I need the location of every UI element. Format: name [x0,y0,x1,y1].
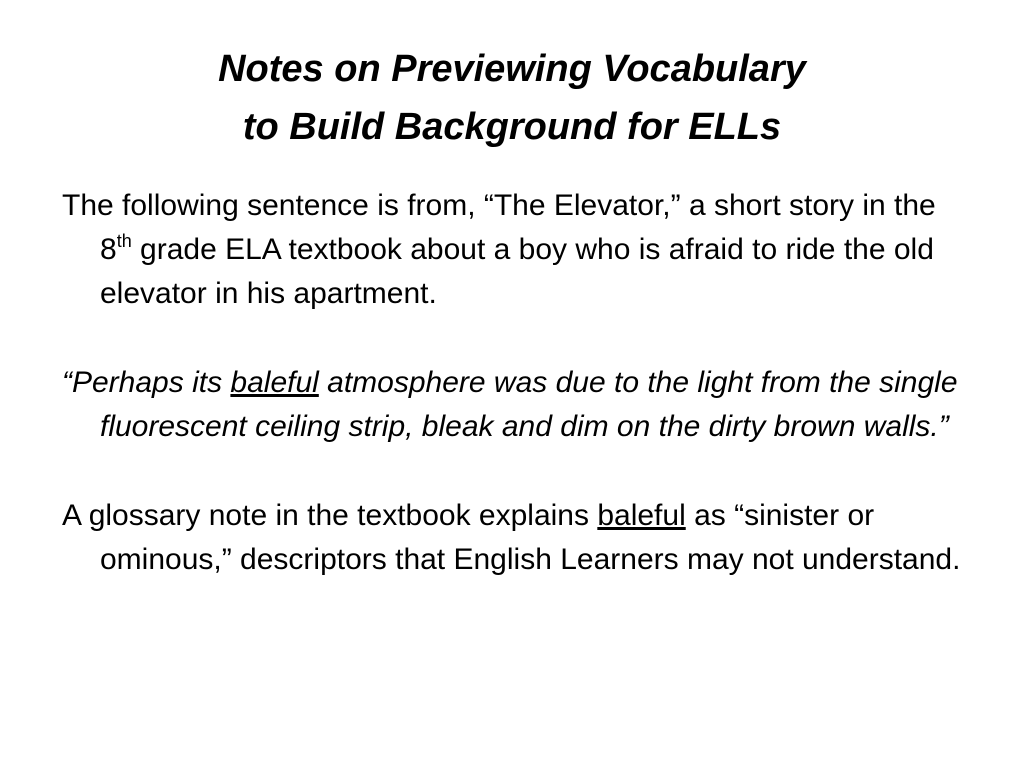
quote-text-b: atmosphere was due to the light from the single fluorescent ceiling strip, bleak and dim on the dirty brown walls.” [100,366,958,443]
quote-text-a: “Perhaps its [62,366,231,399]
title-line-2: to Build Background for ELLs [242,106,782,148]
slide-body [62,184,962,582]
glossary-paragraph [62,494,962,582]
title-line-1: Notes on Previewing Vocabulary [218,48,806,90]
glossary-text-b: as “sinister or ominous,” descriptors that English Learners may not understand. [100,499,961,576]
quote-underlined-word: baleful [230,366,319,399]
quote-paragraph [62,361,962,449]
intro-text-a: The following sentence is from, “The Elevator,” a short story in the 8 [62,189,936,266]
glossary-text-a: A glossary note in the textbook explains [62,499,598,532]
slide-title [0,40,1024,156]
ordinal-superscript: th [116,231,132,251]
glossary-underlined-word: baleful [597,499,686,532]
intro-paragraph [62,184,962,316]
spacer [62,449,962,494]
intro-text-b: grade ELA textbook about a boy who is afraid to ride the old elevator in his apartment. [100,233,934,310]
spacer [62,316,962,361]
